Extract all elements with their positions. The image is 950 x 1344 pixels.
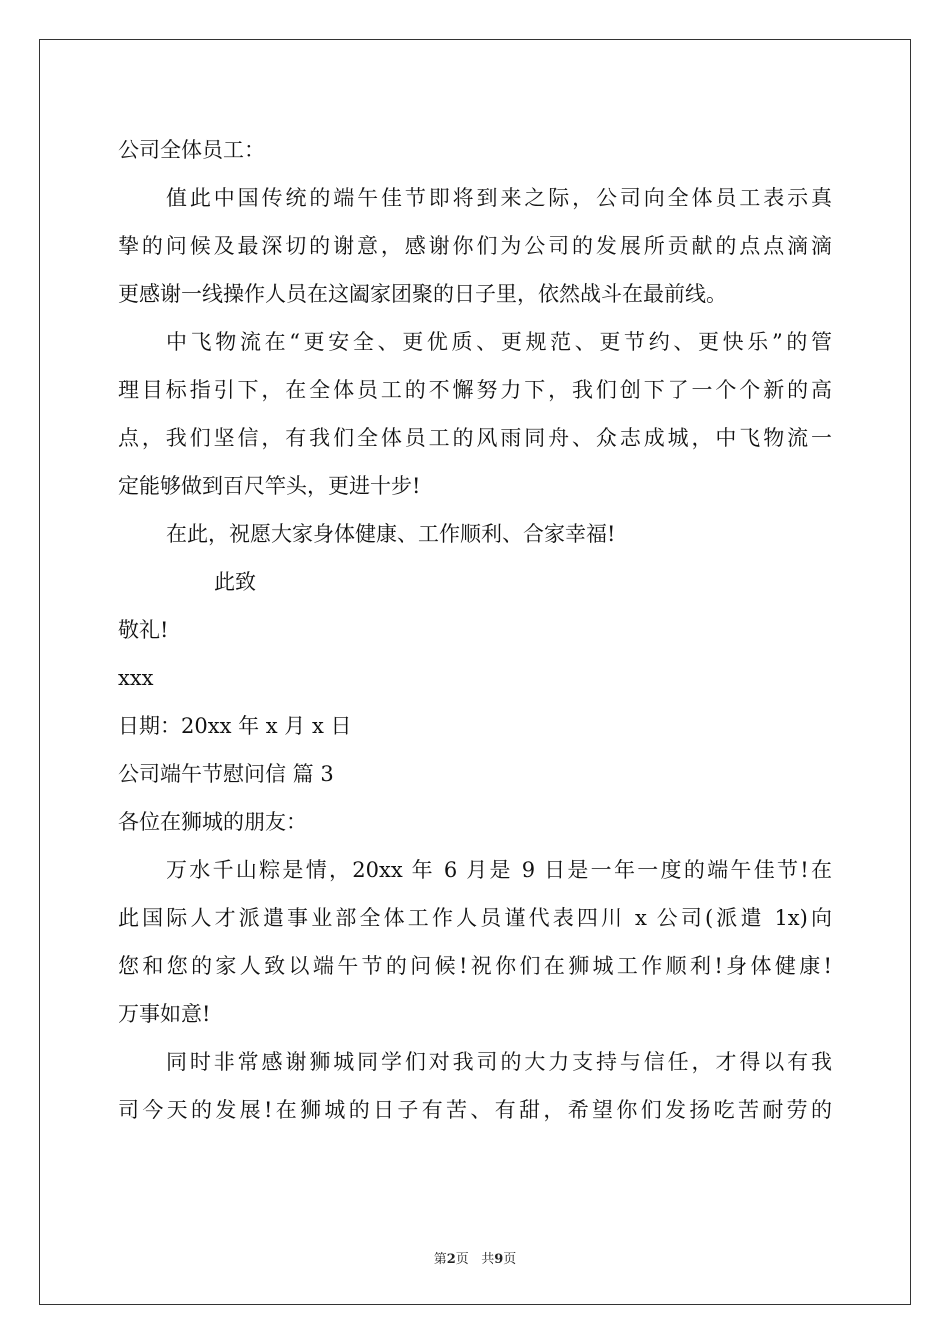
paragraph-line: 理目标指引下，在全体员工的不懈努力下，我们创下了一个个新的高 [118,378,832,402]
signature: xxx [118,666,154,690]
footer-page-suffix: 页 [455,1252,469,1267]
paragraph-line: 值此中国传统的端午佳节即将到来之际，公司向全体员工表示真 [166,186,832,210]
section-title: 公司端午节慰问信 篇 3 [118,762,334,786]
page-footer [0,1248,950,1267]
footer-total-prefix: 共 [481,1252,495,1267]
paragraph-line: 您和您的家人致以端午节的问候!祝你们在狮城工作顺利!身体健康! [118,954,832,978]
document-body [118,126,832,1134]
paragraph-line: 同时非常感谢狮城同学们对我司的大力支持与信任，才得以有我 [166,1050,832,1074]
paragraph-line: 司今天的发展!在狮城的日子有苦、有甜，希望你们发扬吃苦耐劳的 [118,1098,832,1122]
footer-total-suffix: 页 [503,1252,517,1267]
footer-prefix: 第 [433,1252,447,1267]
closing-salute: 敬礼! [118,618,169,642]
paragraph-line: 更感谢一线操作人员在这阖家团聚的日子里，依然战斗在最前线。 [118,282,727,306]
paragraph-line: 万事如意! [118,1002,211,1026]
salutation: 公司全体员工： [118,138,265,162]
paragraph-line: 万水千山粽是情，20xx 年 6 月是 9 日是一年一度的端午佳节!在 [166,858,832,882]
paragraph-line: 挚的问候及最深切的谢意，感谢你们为公司的发展所贡献的点点滴滴 [118,234,832,258]
current-page-number: 2 [446,1252,456,1267]
date-line: 日期：20xx 年 x 月 x 日 [118,714,352,738]
salutation: 各位在狮城的朋友： [118,810,307,834]
closing-phrase: 此致 [214,570,256,594]
paragraph-line: 点，我们坚信，有我们全体员工的风雨同舟、众志成城，中飞物流一 [118,426,832,450]
paragraph-line: 中飞物流在“更安全、更优质、更规范、更节约、更快乐”的管 [166,330,832,354]
total-page-count: 9 [494,1252,504,1267]
paragraph-line: 在此，祝愿大家身体健康、工作顺利、合家幸福! [166,522,616,546]
paragraph-line: 此国际人才派遣事业部全体工作人员谨代表四川 x 公司(派遣 1x)向 [118,906,832,930]
paragraph-line: 定能够做到百尺竿头，更进十步! [118,474,421,498]
